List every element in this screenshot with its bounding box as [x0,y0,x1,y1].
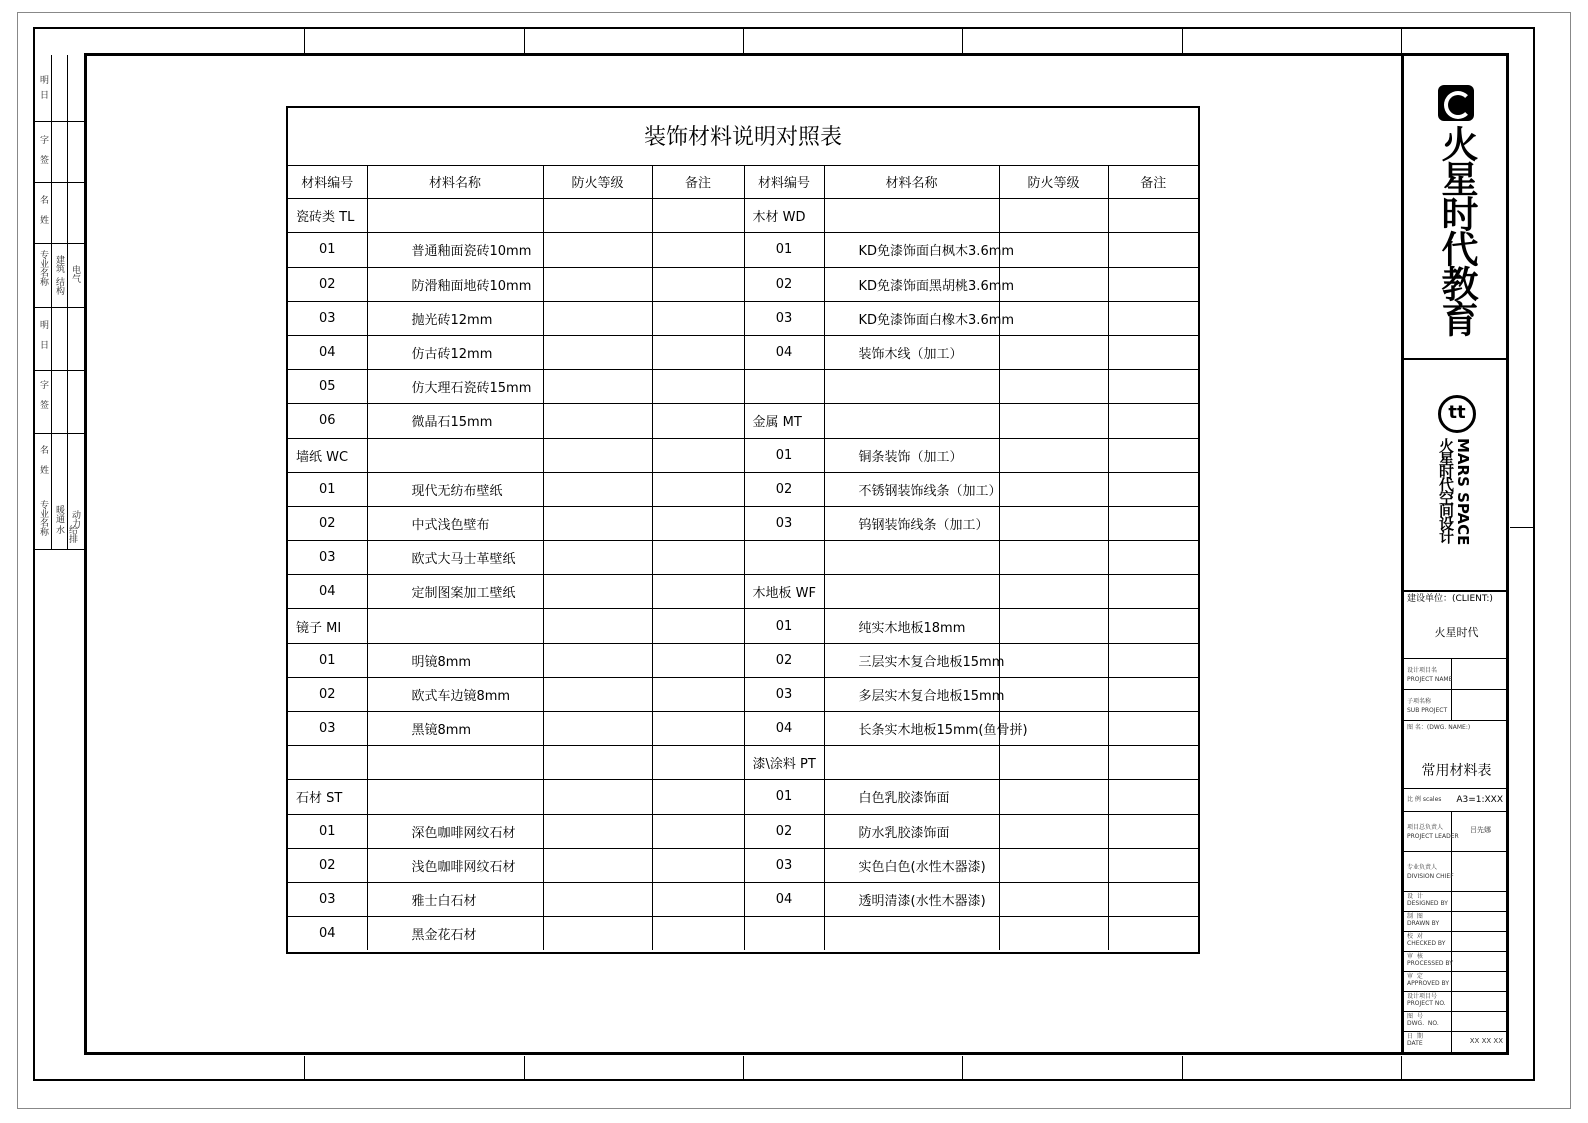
left-code-cell: 02 [288,848,367,882]
table-row [288,404,1198,438]
right-name-cell [824,199,999,233]
project-name-row [1404,658,1509,690]
header-cell: 防火等级 [999,165,1108,199]
right-remark-cell [1108,472,1198,506]
right-remark-cell [1108,882,1198,916]
right-fire-rating-cell [999,472,1108,506]
left-remark-cell [652,267,744,301]
left-code-cell: 03 [288,882,367,916]
left-name-cell: 中式浅色壁布 [367,506,543,540]
right-fire-rating-cell [999,199,1108,233]
table-row [288,267,1198,301]
right-remark-cell [1108,370,1198,404]
left-name-cell [367,780,543,814]
left-code-cell: 01 [288,814,367,848]
right-name-cell: 三层实木复合地板15mm [824,643,999,677]
right-remark-cell [1108,848,1198,882]
right-name-cell: 白色乳胶漆饰面 [824,780,999,814]
table-row [288,472,1198,506]
right-name-cell: 多层实木复合地板15mm [824,677,999,711]
right-fire-rating-cell [999,746,1108,780]
right-remark-cell [1108,506,1198,540]
right-name-cell: 钨钢装饰线条（加工） [824,506,999,540]
right-name-cell [824,541,999,575]
studio-cn-name: 火星时代空间设计 [1437,438,1455,542]
left-remark-cell [652,712,744,746]
right-code-cell [744,370,824,404]
scale-row [1404,788,1509,812]
left-name-cell: 抛光砖12mm [367,301,543,335]
material-grid [288,165,1198,950]
right-code-cell: 02 [744,814,824,848]
table-row [288,609,1198,643]
brand-logo [1404,53,1509,360]
left-code-cell: 04 [288,917,367,951]
left-fire-rating-cell [543,917,652,951]
right-name-cell: 实色白色(水性木器漆) [824,848,999,882]
table-row [288,438,1198,472]
strip-text: 专业名称 [38,250,48,286]
right-name-cell [824,746,999,780]
right-remark-cell [1108,917,1198,951]
date-value: XX XX XX [1469,1037,1503,1045]
left-fire-rating-cell [543,267,652,301]
right-code-cell: 03 [744,677,824,711]
right-remark-cell [1108,780,1198,814]
right-fire-rating-cell [999,814,1108,848]
table-row [288,506,1198,540]
right-fire-rating-cell [999,267,1108,301]
strip-text: 姓 [38,465,48,474]
left-code-cell: 02 [288,677,367,711]
left-fire-rating-cell [543,746,652,780]
table-row [288,746,1198,780]
leader-value: 吕先娜 [1470,826,1491,834]
left-remark-cell [652,643,744,677]
right-fire-rating-cell [999,370,1108,404]
right-code-cell: 金属 MT [744,404,824,438]
drawn-row [1404,911,1509,932]
header-cell: 备注 [652,165,744,199]
right-fire-rating-cell [999,575,1108,609]
chief-label: 专业负责人 DIVISION CHIEF [1407,864,1454,880]
strip-text: 名 [38,445,48,454]
right-name-cell [824,370,999,404]
right-remark-cell [1108,541,1198,575]
left-fire-rating-cell [543,575,652,609]
strip-text: 签 [38,155,48,164]
left-fire-rating-cell [543,335,652,369]
left-remark-cell [652,472,744,506]
right-code-cell: 04 [744,882,824,916]
left-code-cell: 03 [288,712,367,746]
left-code-cell: 石材 ST [288,780,367,814]
strip-text: 给排水 [54,525,77,543]
table-row [288,199,1198,233]
right-fire-rating-cell [999,643,1108,677]
left-name-cell: 明镜8mm [367,643,543,677]
right-code-cell [744,541,824,575]
brand-mark-icon [1438,85,1474,121]
right-fire-rating-cell [999,438,1108,472]
left-name-cell: 黑金花石材 [367,917,543,951]
header-cell: 材料名称 [824,165,999,199]
left-name-cell: 雅士白石材 [367,882,543,916]
left-fire-rating-cell [543,712,652,746]
left-remark-cell [652,780,744,814]
left-remark-cell [652,370,744,404]
left-code-cell: 03 [288,301,367,335]
strip-text: 结构 [54,277,64,295]
left-code-cell: 墙纸 WC [288,438,367,472]
right-name-cell: 不锈钢装饰线条（加工） [824,472,999,506]
table-row [288,917,1198,951]
left-remark-cell [652,404,744,438]
table-row [288,780,1198,814]
table-row [288,814,1198,848]
studio-en-name: MARS SPACE [1454,438,1472,546]
left-remark-cell [652,814,744,848]
left-name-cell: 黑镜8mm [367,712,543,746]
right-remark-cell [1108,199,1198,233]
left-remark-cell [652,917,744,951]
right-code-cell: 01 [744,780,824,814]
right-remark-cell [1108,712,1198,746]
header-cell: 材料名称 [367,165,543,199]
checked-label: 校 对 CHECKED BY [1407,933,1446,947]
dwg-no-label: 图 号 DWG. NO. [1407,1013,1439,1027]
left-remark-cell [652,677,744,711]
right-code-cell: 03 [744,506,824,540]
left-fire-rating-cell [543,472,652,506]
right-fire-rating-cell [999,917,1108,951]
left-code-cell: 01 [288,233,367,267]
left-name-cell: 现代无纺布壁纸 [367,472,543,506]
project-name-label: 设计项目名 PROJECT NAME [1407,667,1453,683]
studio-logo [1404,358,1509,592]
drawing-name-row [1404,720,1509,789]
right-remark-cell [1108,677,1198,711]
right-remark-cell [1108,301,1198,335]
table-row [288,848,1198,882]
right-code-cell: 02 [744,267,824,301]
left-fire-rating-cell [543,199,652,233]
left-name-cell [367,438,543,472]
sub-project-row [1404,689,1509,721]
right-remark-cell [1108,404,1198,438]
drawing-name-label: 图 名：(DWG. NAME:) [1407,724,1471,731]
right-code-cell [744,917,824,951]
right-name-cell: 装饰木线（加工） [824,335,999,369]
right-fire-rating-cell [999,541,1108,575]
right-code-cell: 03 [744,301,824,335]
leader-row [1404,811,1509,852]
right-name-cell: 铜条装饰（加工） [824,438,999,472]
project-no-row [1404,991,1509,1012]
left-remark-cell [652,882,744,916]
left-remark-cell [652,575,744,609]
left-name-cell: 仿古砖12mm [367,335,543,369]
table-row [288,677,1198,711]
header-cell: 备注 [1108,165,1198,199]
left-name-cell: 欧式车边镜8mm [367,677,543,711]
left-name-cell: 普通釉面瓷砖10mm [367,233,543,267]
client-row [1404,590,1509,659]
left-fire-rating-cell [543,404,652,438]
right-fire-rating-cell [999,848,1108,882]
right-name-cell: KD免漆饰面白枫木3.6mm [824,233,999,267]
brand-name: 火星时代教育 [1435,125,1478,335]
strip-text: 明 [38,75,48,84]
table-row [288,575,1198,609]
right-code-cell: 漆\涂料 PT [744,746,824,780]
client-value: 火星时代 [1434,626,1479,639]
right-remark-cell [1108,335,1198,369]
right-fire-rating-cell [999,233,1108,267]
strip-text: 暖通 [54,505,64,523]
left-code-cell: 04 [288,575,367,609]
strip-text: 姓 [38,215,48,224]
left-fire-rating-cell [543,848,652,882]
studio-mark-icon: tt [1438,395,1476,433]
processed-row [1404,951,1509,972]
designed-label: 设 计 DESIGNED BY [1407,893,1448,907]
right-code-cell: 01 [744,438,824,472]
left-fire-rating-cell [543,370,652,404]
table-row [288,335,1198,369]
header-cell: 材料编号 [744,165,824,199]
table-row [288,301,1198,335]
left-name-cell: 欧式大马士革壁纸 [367,541,543,575]
left-remark-cell [652,746,744,780]
header-cell: 材料编号 [288,165,367,199]
right-fire-rating-cell [999,780,1108,814]
left-name-cell: 定制图案加工壁纸 [367,575,543,609]
left-remark-cell [652,301,744,335]
right-remark-cell [1108,643,1198,677]
right-name-cell: 纯实木地板18mm [824,609,999,643]
table-row [288,882,1198,916]
strip-text: 字 [38,380,48,389]
right-code-cell: 04 [744,712,824,746]
left-remark-cell [652,848,744,882]
date-row [1404,1031,1509,1052]
project-no-label: 设计项目号 PROJECT NO. [1407,993,1446,1007]
right-code-cell: 02 [744,643,824,677]
right-name-cell [824,404,999,438]
dwg-no-row [1404,1011,1509,1032]
client-label: 建设单位：(CLIENT:) [1407,594,1493,604]
left-name-cell [367,746,543,780]
right-fire-rating-cell [999,335,1108,369]
right-remark-cell [1108,609,1198,643]
right-remark-cell [1108,267,1198,301]
leader-label: 项目总负责人 PROJECT LEADER [1407,824,1459,840]
left-code-cell: 01 [288,472,367,506]
strip-text: 名 [38,195,48,204]
right-code-cell: 01 [744,609,824,643]
right-code-cell: 木地板 WF [744,575,824,609]
table-row [288,370,1198,404]
left-fire-rating-cell [543,301,652,335]
left-code-cell: 02 [288,267,367,301]
left-remark-cell [652,233,744,267]
right-remark-cell [1108,814,1198,848]
strip-text: 日 [38,90,48,99]
table-row [288,541,1198,575]
strip-text: 签 [38,400,48,409]
left-fire-rating-cell [543,814,652,848]
left-name-cell: 防滑釉面地砖10mm [367,267,543,301]
right-fire-rating-cell [999,301,1108,335]
right-fire-rating-cell [999,506,1108,540]
left-remark-cell [652,541,744,575]
title-block [1401,53,1509,1055]
table-row [288,233,1198,267]
left-code-cell: 03 [288,541,367,575]
right-name-cell: 长条实木地板15mm(鱼骨拼) [824,712,999,746]
left-signature-strip [35,55,84,550]
left-name-cell: 微晶石15mm [367,404,543,438]
right-code-cell: 02 [744,472,824,506]
processed-label: 审 核 PROCESSED BY [1407,953,1453,967]
left-fire-rating-cell [543,506,652,540]
right-name-cell: 防水乳胶漆饰面 [824,814,999,848]
right-remark-cell [1108,746,1198,780]
table-row [288,712,1198,746]
checked-row [1404,931,1509,952]
right-fire-rating-cell [999,404,1108,438]
strip-text: 字 [38,135,48,144]
material-table [286,106,1200,954]
left-code-cell: 02 [288,506,367,540]
left-code-cell [288,746,367,780]
right-name-cell: KD免漆饰面白橡木3.6mm [824,301,999,335]
chief-row [1404,851,1509,892]
table-title: 装饰材料说明对照表 [288,108,1198,166]
scale-value: A3=1:XXX [1456,795,1503,805]
left-fire-rating-cell [543,677,652,711]
left-remark-cell [652,335,744,369]
right-name-cell: KD免漆饰面黑胡桃3.6mm [824,267,999,301]
left-code-cell: 镜子 MI [288,609,367,643]
date-label: 日 期 DATE [1407,1033,1423,1047]
right-name-cell [824,575,999,609]
left-code-cell: 01 [288,643,367,677]
right-remark-cell [1108,575,1198,609]
left-name-cell [367,609,543,643]
designed-row [1404,891,1509,912]
left-fire-rating-cell [543,609,652,643]
strip-text: 电气 [70,265,80,283]
right-fire-rating-cell [999,882,1108,916]
left-code-cell: 06 [288,404,367,438]
strip-text: 日 [38,340,48,349]
approved-label: 审 定 APPROVED BY [1407,973,1450,987]
header-cell: 防火等级 [543,165,652,199]
left-fire-rating-cell [543,438,652,472]
approved-row [1404,971,1509,992]
sub-project-label: 子项名称 SUB PROJECT [1407,698,1448,714]
right-fire-rating-cell [999,609,1108,643]
left-name-cell [367,199,543,233]
right-remark-cell [1108,233,1198,267]
right-code-cell: 03 [744,848,824,882]
left-code-cell: 05 [288,370,367,404]
left-name-cell: 浅色咖啡网纹石材 [367,848,543,882]
right-code-cell: 04 [744,335,824,369]
left-fire-rating-cell [543,541,652,575]
table-row [288,643,1198,677]
left-name-cell: 深色咖啡网纹石材 [367,814,543,848]
right-remark-cell [1108,438,1198,472]
right-code-cell: 01 [744,233,824,267]
strip-text: 专业名称 [38,500,48,536]
left-remark-cell [652,609,744,643]
left-fire-rating-cell [543,233,652,267]
strip-text: 建筑 [54,255,64,273]
right-name-cell [824,917,999,951]
left-fire-rating-cell [543,882,652,916]
left-remark-cell [652,438,744,472]
left-code-cell: 瓷砖类 TL [288,199,367,233]
drawn-label: 制 图 DRAWN BY [1407,913,1440,927]
right-code-cell: 木材 WD [744,199,824,233]
strip-text: 明 [38,320,48,329]
left-name-cell: 仿大理石瓷砖15mm [367,370,543,404]
right-name-cell: 透明清漆(水性木器漆) [824,882,999,916]
header-row [288,165,1198,199]
left-fire-rating-cell [543,780,652,814]
right-fire-rating-cell [999,677,1108,711]
strip-text: 动力 [70,510,80,528]
scale-label: 比 例 scales [1407,796,1442,803]
left-remark-cell [652,199,744,233]
drawing-name-value: 常用材料表 [1421,763,1492,779]
left-fire-rating-cell [543,643,652,677]
left-remark-cell [652,506,744,540]
left-code-cell: 04 [288,335,367,369]
